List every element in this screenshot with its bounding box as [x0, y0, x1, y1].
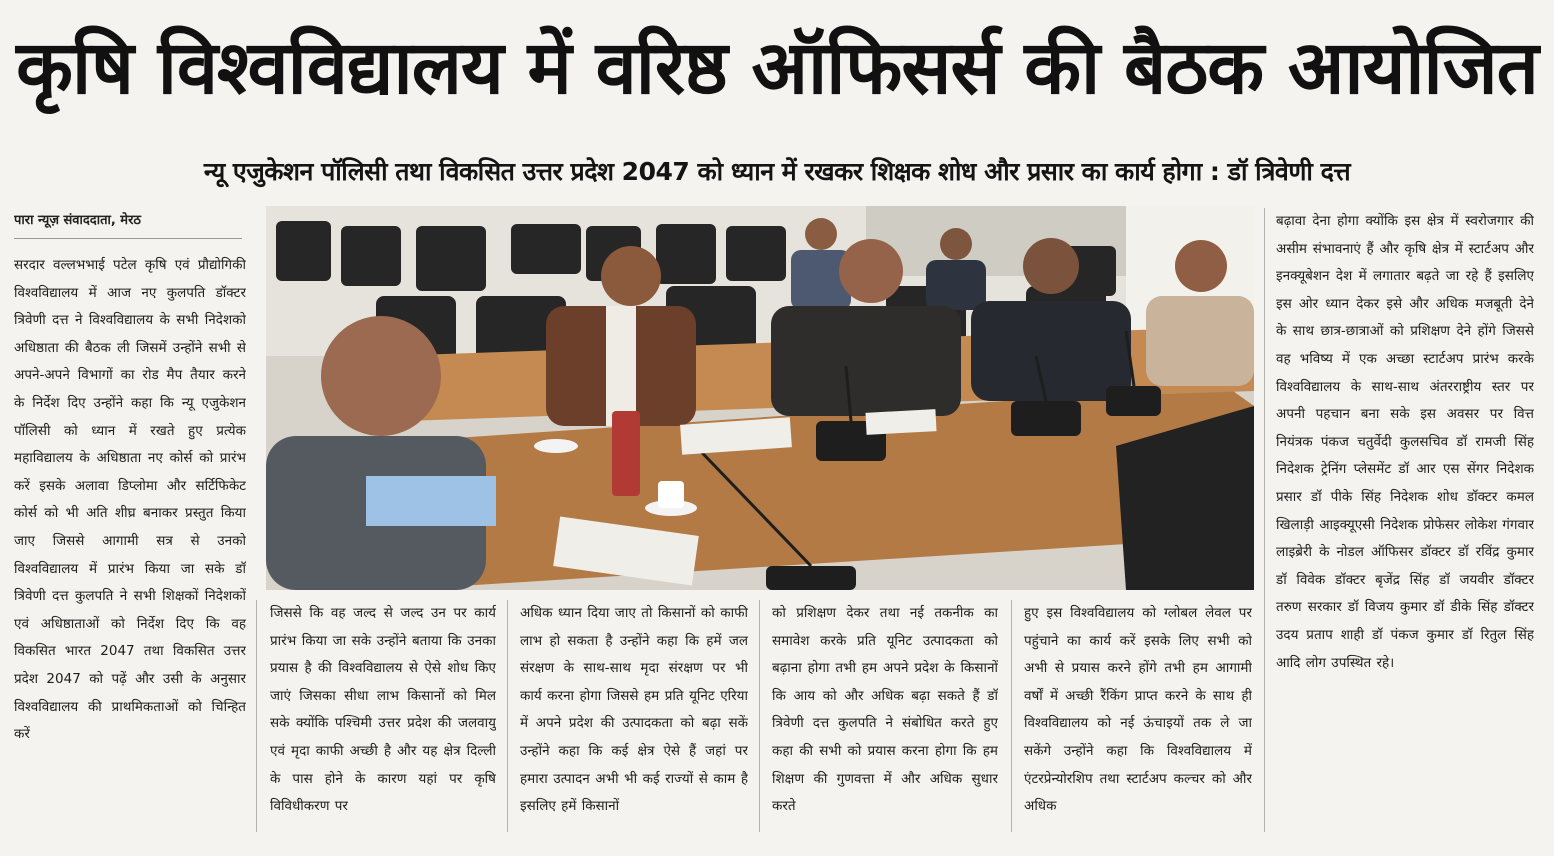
- byline-rule: [14, 238, 242, 239]
- article-column-4: को प्रशिक्षण देकर तथा नई तकनीक का समावेश करके प्रति यूनिट उत्पादकता को बढ़ाना होगा तभी हम अपने प्रदेश के किसानों कि आय को और अधिक बढ़ा सकते हैं डॉ त्रिवेणी दत्त कुलपति ने संबोधित करते हुए कहा की सभी को प्रयास करना होगा कि हम शिक्षण की गुणवत्ता में और अधिक सुधार करते: [772, 605, 998, 815]
- column-divider-4: [1011, 600, 1012, 832]
- article-column-5: हुए इस विश्वविद्यालय को ग्लोबल लेवल पर पहुंचाने का कार्य करें इसके लिए सभी को अभी से प्रयास करने होंगे तभी हम आगामी वर्षों में अच्छी रैंकिंग प्राप्त करने के साथ ही विश्वविद्यालय को नई ऊंचाइयों तक ले जा सकेंगे उन्होंने कहा कि विश्वविद्यालय में एंटरप्रेन्योरशिप तथा स्टार्टअप कल्चर को और अधिक: [1024, 605, 1252, 815]
- article-column-6: बढ़ावा देना होगा क्योंकि इस क्षेत्र में स्वरोजगार की असीम संभावनाएं हैं और कृषि क्षेत्र में स्टार्टअप और इनक्यूबेशन देश में लगातार बढ़ते जा रहे हैं इसलिए इस ओर ध्यान देकर इसे और अधिक मजबूती देने के साथ छात्र-छात्राओं को प्रशिक्षण देने होंगे जिससे वह भविष्य में एक अच्छा स्टार्टअप प्रारंभ करके विश्वविद्यालय के साथ-साथ अंतरराष्ट्रीय स्तर पर अपनी पहचान बना सके इस अवसर पर वित्त नियंत्रक पंकज चतुर्वेदी कुलसचिव डॉ रामजी सिंह निदेशक ट्रेनिंग प्लेसमेंट डॉ आर एस सेंगर निदेशक प्रसार डॉ पीके सिंह निदेशक शोध डॉक्टर कमल खिलाड़ी आइक्यूएसी निदेशक प्रोफेसर लोकेश गंगवार लाइब्रेरी के नोडल ऑफिसर डॉक्टर डॉ रविंद्र कुमार डॉ विवेक डॉक्टर बृजेंद्र सिंह डॉ जयवीर डॉक्टर तरुण सरकार डॉ विजय कुमार डॉ डीके सिंह डॉक्टर उदय प्रताप शाही डॉ पंकज कुमार डॉ रितुल सिंह आदि लोग उपस्थित रहे।: [1276, 213, 1534, 671]
- column-divider-1: [256, 600, 257, 832]
- headline: कृषि विश्वविद्यालय में वरिष्ठ ऑफिसर्स की बैठक आयोजित: [16, 25, 1538, 111]
- column-divider-2: [507, 600, 508, 832]
- article-column-3: अधिक ध्यान दिया जाए तो किसानों को काफी लाभ हो सकता है उन्होंने कहा कि हमें जल संरक्षण के साथ-साथ मृदा संरक्षण पर भी कार्य करना होगा जिससे हम प्रति यूनिट एरिया में अपने प्रदेश की उत्पादकता को बढ़ा सकें उन्होंने कहा कि कई क्षेत्र ऐसे हैं जहां पर हमारा उत्पादन अभी भी कई राज्यों से काम है इसलिए हमें किसानों: [520, 605, 748, 815]
- column-divider-5: [1264, 208, 1265, 832]
- meeting-photo: [266, 206, 1254, 590]
- column-divider-3: [759, 600, 760, 832]
- byline: पारा न्यूज़ संवाददाता, मेरठ: [14, 213, 141, 228]
- article-column-2: जिससे कि वह जल्द से जल्द उन पर कार्य प्रारंभ किया जा सके उन्होंने बताया कि उनका प्रयास है की विश्वविद्यालय से ऐसे शोध किए जाएं जिसका सीधा लाभ किसानों को मिल सके क्योंकि पश्चिमी उत्तर प्रदेश की जलवायु एवं मृदा काफी अच्छी है और यह क्षेत्र दिल्ली के पास होने के कारण यहां पर कृषि विविधीकरण पर: [270, 605, 496, 815]
- meeting-photo-illustration: [266, 206, 1254, 590]
- article-column-1: सरदार वल्लभभाई पटेल कृषि एवं प्रौद्योगिकी विश्वविद्यालय में आज नए कुलपति डॉक्टर त्रिवेणी दत्त ने विश्वविद्यालय के सभी निदेशको अधिष्ठाता की बैठक ली जिसमें उन्होंने सभी से अपने-अपने विभागों का रोड मैप तैयार करने के निर्देश दिए उन्होंने कहा कि न्यू एजुकेशन पॉलिसी को ध्यान में रखते हुए प्रत्येक महाविद्यालय के अधिष्ठाता नए कोर्स को प्रारंभ करें इसके अलावा डिप्लोमा और सर्टिफिकेट कोर्स को भी अति शीघ्र बनाकर प्रस्तुत किया जाए जिससे आगामी सत्र से उनको विश्वविद्यालय में प्रारंभ किया जा सके डॉ त्रिवेणी दत्त कुलपति ने सभी शिक्षकों निदेशकों एवं अधिष्ठाताओं को निर्देश दिए कि वह विकसित भारत 2047 तथा विकसित उत्तर प्रदेश 2047 को पढ़ें और उसी के अनुसार विश्वविद्यालय की प्राथमिकताओं को चिन्हित करें: [14, 257, 246, 743]
- subheadline: न्यू एजुकेशन पॉलिसी तथा विकसित उत्तर प्रदेश 2047 को ध्यान में रखकर शिक्षक शोध और प्रसार का कार्य होगा : डॉ त्रिवेणी दत्त: [203, 157, 1351, 186]
